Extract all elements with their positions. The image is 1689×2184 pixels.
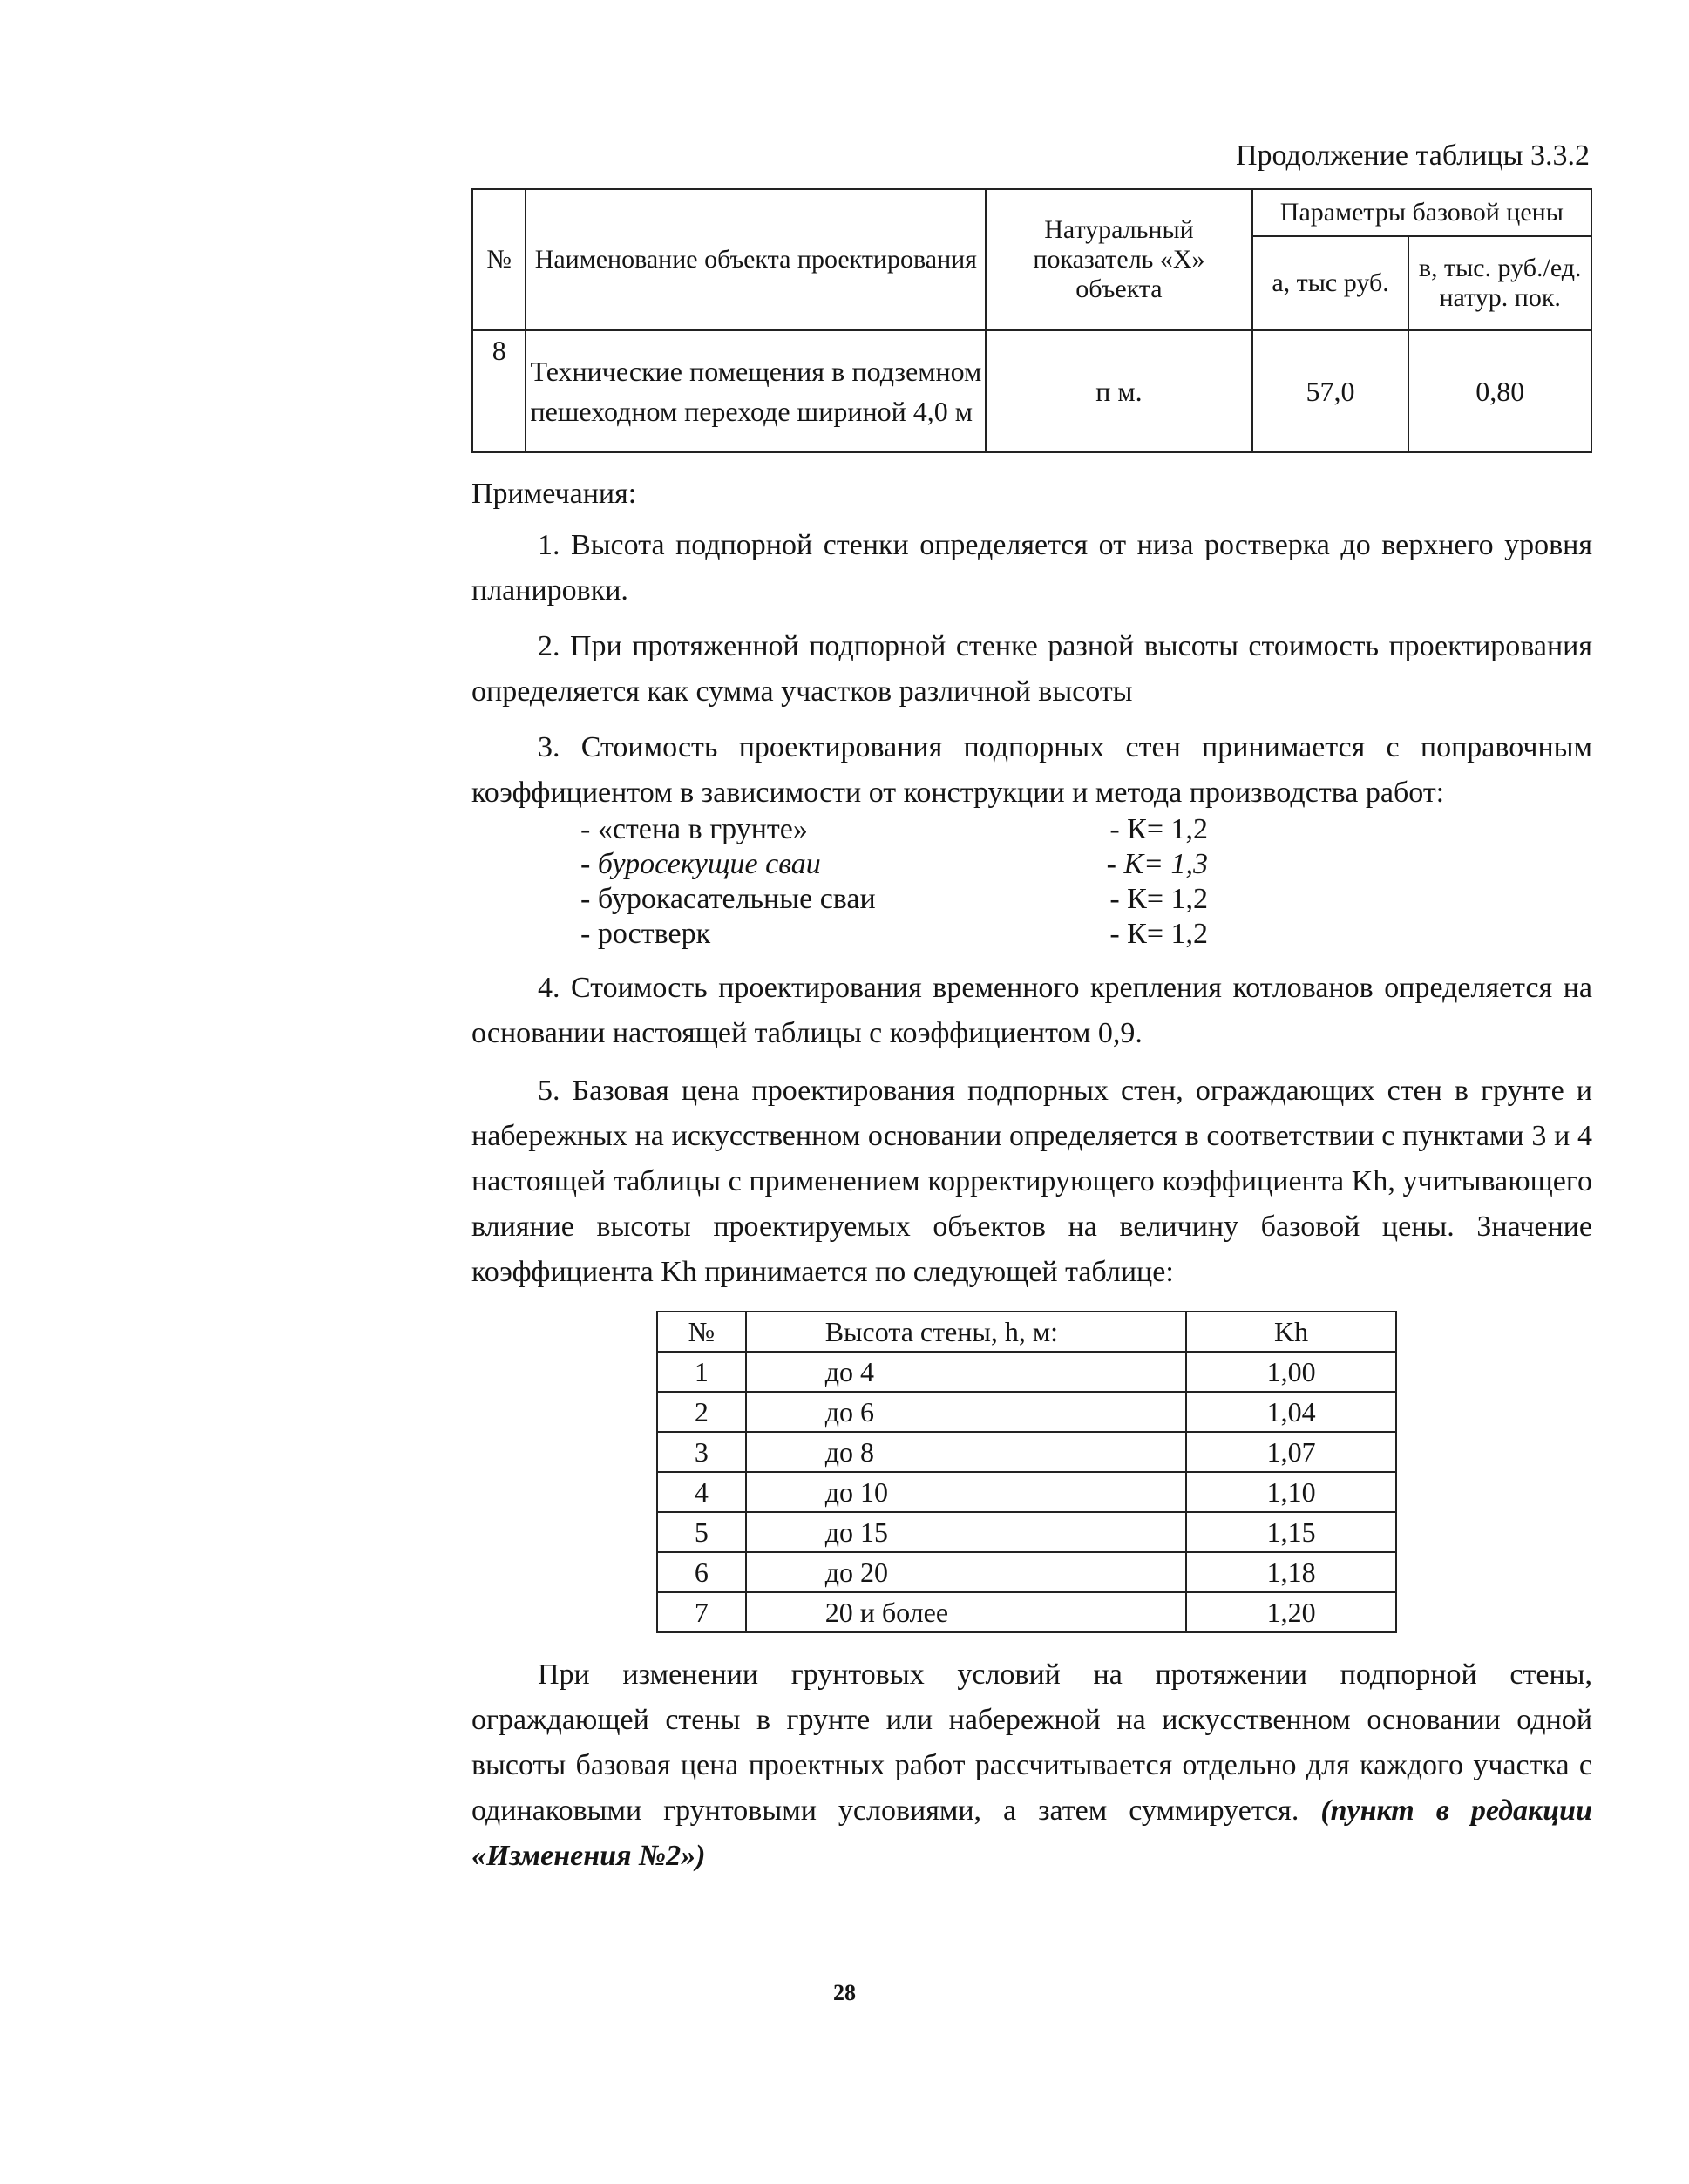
row-name: Технические помещения в подземном пешеходном переходе шириной 4,0 м — [526, 330, 986, 452]
kh-height: до 4 — [746, 1352, 1187, 1392]
kh-height: до 8 — [746, 1432, 1187, 1472]
kh-value: 1,18 — [1186, 1552, 1396, 1592]
amendment-note: (пункт в редакции «Изменения №2») — [471, 1794, 1592, 1872]
kh-num: 4 — [657, 1472, 746, 1512]
header-natural: Натуральный показатель «Х» объекта — [986, 189, 1251, 330]
table-row — [657, 1432, 1396, 1472]
table-continuation-caption: Продолжение таблицы 3.3.2 — [1235, 139, 1590, 172]
row-a: 57,0 — [1252, 330, 1409, 452]
coefficient-label: - ростверк — [580, 918, 711, 950]
kh-height: до 15 — [746, 1512, 1187, 1552]
list-item — [580, 882, 1208, 917]
row-natural: п м. — [986, 330, 1251, 452]
kh-num: 1 — [657, 1352, 746, 1392]
kh-height: до 6 — [746, 1392, 1187, 1432]
kh-height: 20 и более — [746, 1592, 1187, 1632]
table-row — [657, 1552, 1396, 1592]
kh-num: 7 — [657, 1592, 746, 1632]
note-1: 1. Высота подпорной стенки определяется от низа ростверка до верхнего уровня планировки. — [471, 529, 1592, 607]
kh-table — [656, 1311, 1397, 1633]
page-number: 28 — [833, 1980, 856, 2005]
kh-value: 1,15 — [1186, 1512, 1396, 1552]
kh-num: 3 — [657, 1432, 746, 1472]
list-item — [580, 917, 1208, 952]
table-row — [657, 1392, 1396, 1432]
coefficient-value: - К= 1,2 — [1109, 883, 1208, 915]
table-row — [657, 1472, 1396, 1512]
kh-value: 1,10 — [1186, 1472, 1396, 1512]
coefficient-value: - К= 1,2 — [1109, 918, 1208, 950]
kh-num: 2 — [657, 1392, 746, 1432]
coefficient-label: - «стена в грунте» — [580, 813, 808, 845]
coefficient-value: - К= 1,3 — [1106, 848, 1208, 880]
list-item — [580, 847, 1208, 882]
kh-value: 1,20 — [1186, 1592, 1396, 1632]
row-b: 0,80 — [1408, 330, 1591, 452]
header-a: а, тыс руб. — [1252, 236, 1409, 330]
table-row — [657, 1592, 1396, 1632]
final-paragraph-text: При изменении грунтовых условий на протяжении подпорной стены, ограждающей стены в грунте или набережной на искусственном основании одной высоты базовая цена проектных работ рассчитывается отдельно для каждого участка с одинаковыми грунтовыми условиями, а затем суммируется. — [471, 1658, 1592, 1827]
header-num: № — [472, 189, 526, 330]
coefficient-list — [580, 812, 1208, 952]
main-table — [471, 188, 1592, 453]
row-num: 8 — [472, 330, 526, 452]
kh-header-num: № — [657, 1312, 746, 1352]
coefficient-label: - буросекущие сваи — [580, 848, 821, 880]
coefficient-label: - бурокасательные сваи — [580, 883, 876, 915]
table-row — [657, 1352, 1396, 1392]
header-b: в, тыс. руб./ед. натур. пок. — [1408, 236, 1591, 330]
table-row — [657, 1512, 1396, 1552]
kh-header-k: Kh — [1186, 1312, 1396, 1352]
list-item — [580, 812, 1208, 847]
kh-value: 1,04 — [1186, 1392, 1396, 1432]
kh-value: 1,00 — [1186, 1352, 1396, 1392]
kh-value: 1,07 — [1186, 1432, 1396, 1472]
header-params: Параметры базовой цены — [1252, 189, 1591, 236]
coefficient-value: - К= 1,2 — [1109, 813, 1208, 845]
note-3: 3. Стоимость проектирования подпорных стен принимается с поправочным коэффициентом в зависимости от конструкции и метода производства работ: — [471, 731, 1592, 809]
note-5: 5. Базовая цена проектирования подпорных стен, ограждающих стен в грунте и набережных на искусственном основании определяется в соответствии с пунктами 3 и 4 настоящей таблицы с применением корректирующего коэффициента Kh, учитывающего влияние высоты проектируемых объектов на величину базовой цены. Значение коэффициента Kh принимается по следующей таблице: — [471, 1075, 1592, 1288]
kh-num: 5 — [657, 1512, 746, 1552]
notes-heading: Примечания: — [471, 478, 637, 510]
note-4: 4. Стоимость проектирования временного крепления котлованов определяется на основании настоящей таблицы с коэффициентом 0,9. — [471, 972, 1592, 1049]
final-paragraph — [471, 1652, 1592, 1879]
kh-header-height: Высота стены, h, м: — [746, 1312, 1187, 1352]
kh-num: 6 — [657, 1552, 746, 1592]
header-name: Наименование объекта проектирования — [526, 189, 986, 330]
kh-height: до 10 — [746, 1472, 1187, 1512]
table-row — [472, 330, 1591, 452]
kh-height: до 20 — [746, 1552, 1187, 1592]
note-2: 2. При протяженной подпорной стенке разной высоты стоимость проектирования определяется как сумма участков различной высоты — [471, 630, 1592, 708]
